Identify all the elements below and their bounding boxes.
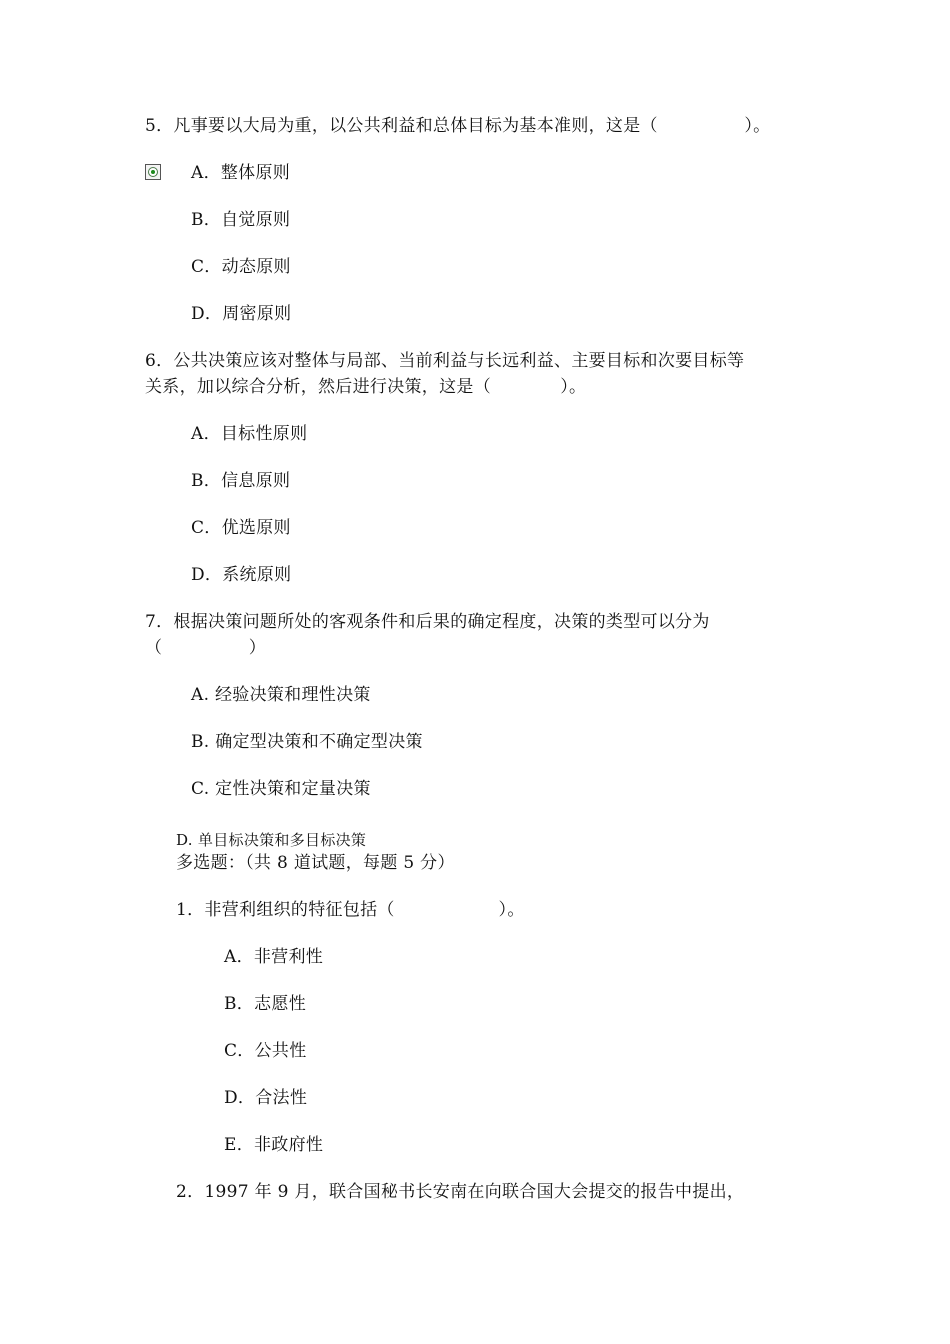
multi-question-1-option-d: D．合法性 (224, 1088, 308, 1108)
question-7-option-c: C. 定性决策和定量决策 (191, 779, 371, 799)
question-5-option-c: C．动态原则 (191, 257, 291, 277)
question-6-option-c: C．优选原则 (191, 518, 291, 538)
radio-dot (151, 170, 155, 174)
radio-ring (148, 167, 158, 177)
question-6-option-b: B．信息原则 (191, 471, 291, 491)
question-5-option-d: D．周密原则 (191, 304, 292, 324)
multi-question-1-option-c: C．公共性 (224, 1041, 307, 1061)
question-7-option-b: B. 确定型决策和不确定型决策 (191, 732, 423, 752)
multi-question-1-option-e: E．非政府性 (224, 1135, 324, 1155)
question-5-stem: 5．凡事要以大局为重，以公共利益和总体目标为基本准则，这是（ ）。 (145, 116, 771, 136)
section-heading-multi: 多选题：（共 8 道试题，每题 5 分） (176, 853, 455, 873)
question-7-option-d: D. 单目标决策和多目标决策 (176, 831, 367, 849)
question-7-stem-line1: 7．根据决策问题所处的客观条件和后果的确定程度，决策的类型可以分为 (145, 612, 710, 632)
multi-question-1-option-a: A．非营利性 (224, 947, 324, 967)
question-6-stem-line1: 6．公共决策应该对整体与局部、当前利益与长远利益、主要目标和次要目标等 (145, 351, 745, 371)
question-6-option-a: A．目标性原则 (191, 424, 308, 444)
multi-question-1-option-b: B．志愿性 (224, 994, 306, 1014)
multi-question-1-stem: 1．非营利组织的特征包括（ ）。 (176, 900, 525, 920)
multi-question-2-stem: 2．1997 年 9 月，联合国秘书长安南在向联合国大会提交的报告中提出， (176, 1182, 745, 1202)
radio-selected-icon[interactable] (145, 164, 161, 180)
question-5-option-b: B．自觉原则 (191, 210, 291, 230)
question-7-stem-line2: （ ） (145, 638, 267, 658)
question-5-option-a: A．整体原则 (191, 163, 291, 183)
question-6-option-d: D．系统原则 (191, 565, 292, 585)
question-7-option-a: A. 经验决策和理性决策 (191, 685, 371, 705)
question-6-stem-line2: 关系，加以综合分析，然后进行决策，这是（ ）。 (145, 377, 587, 397)
